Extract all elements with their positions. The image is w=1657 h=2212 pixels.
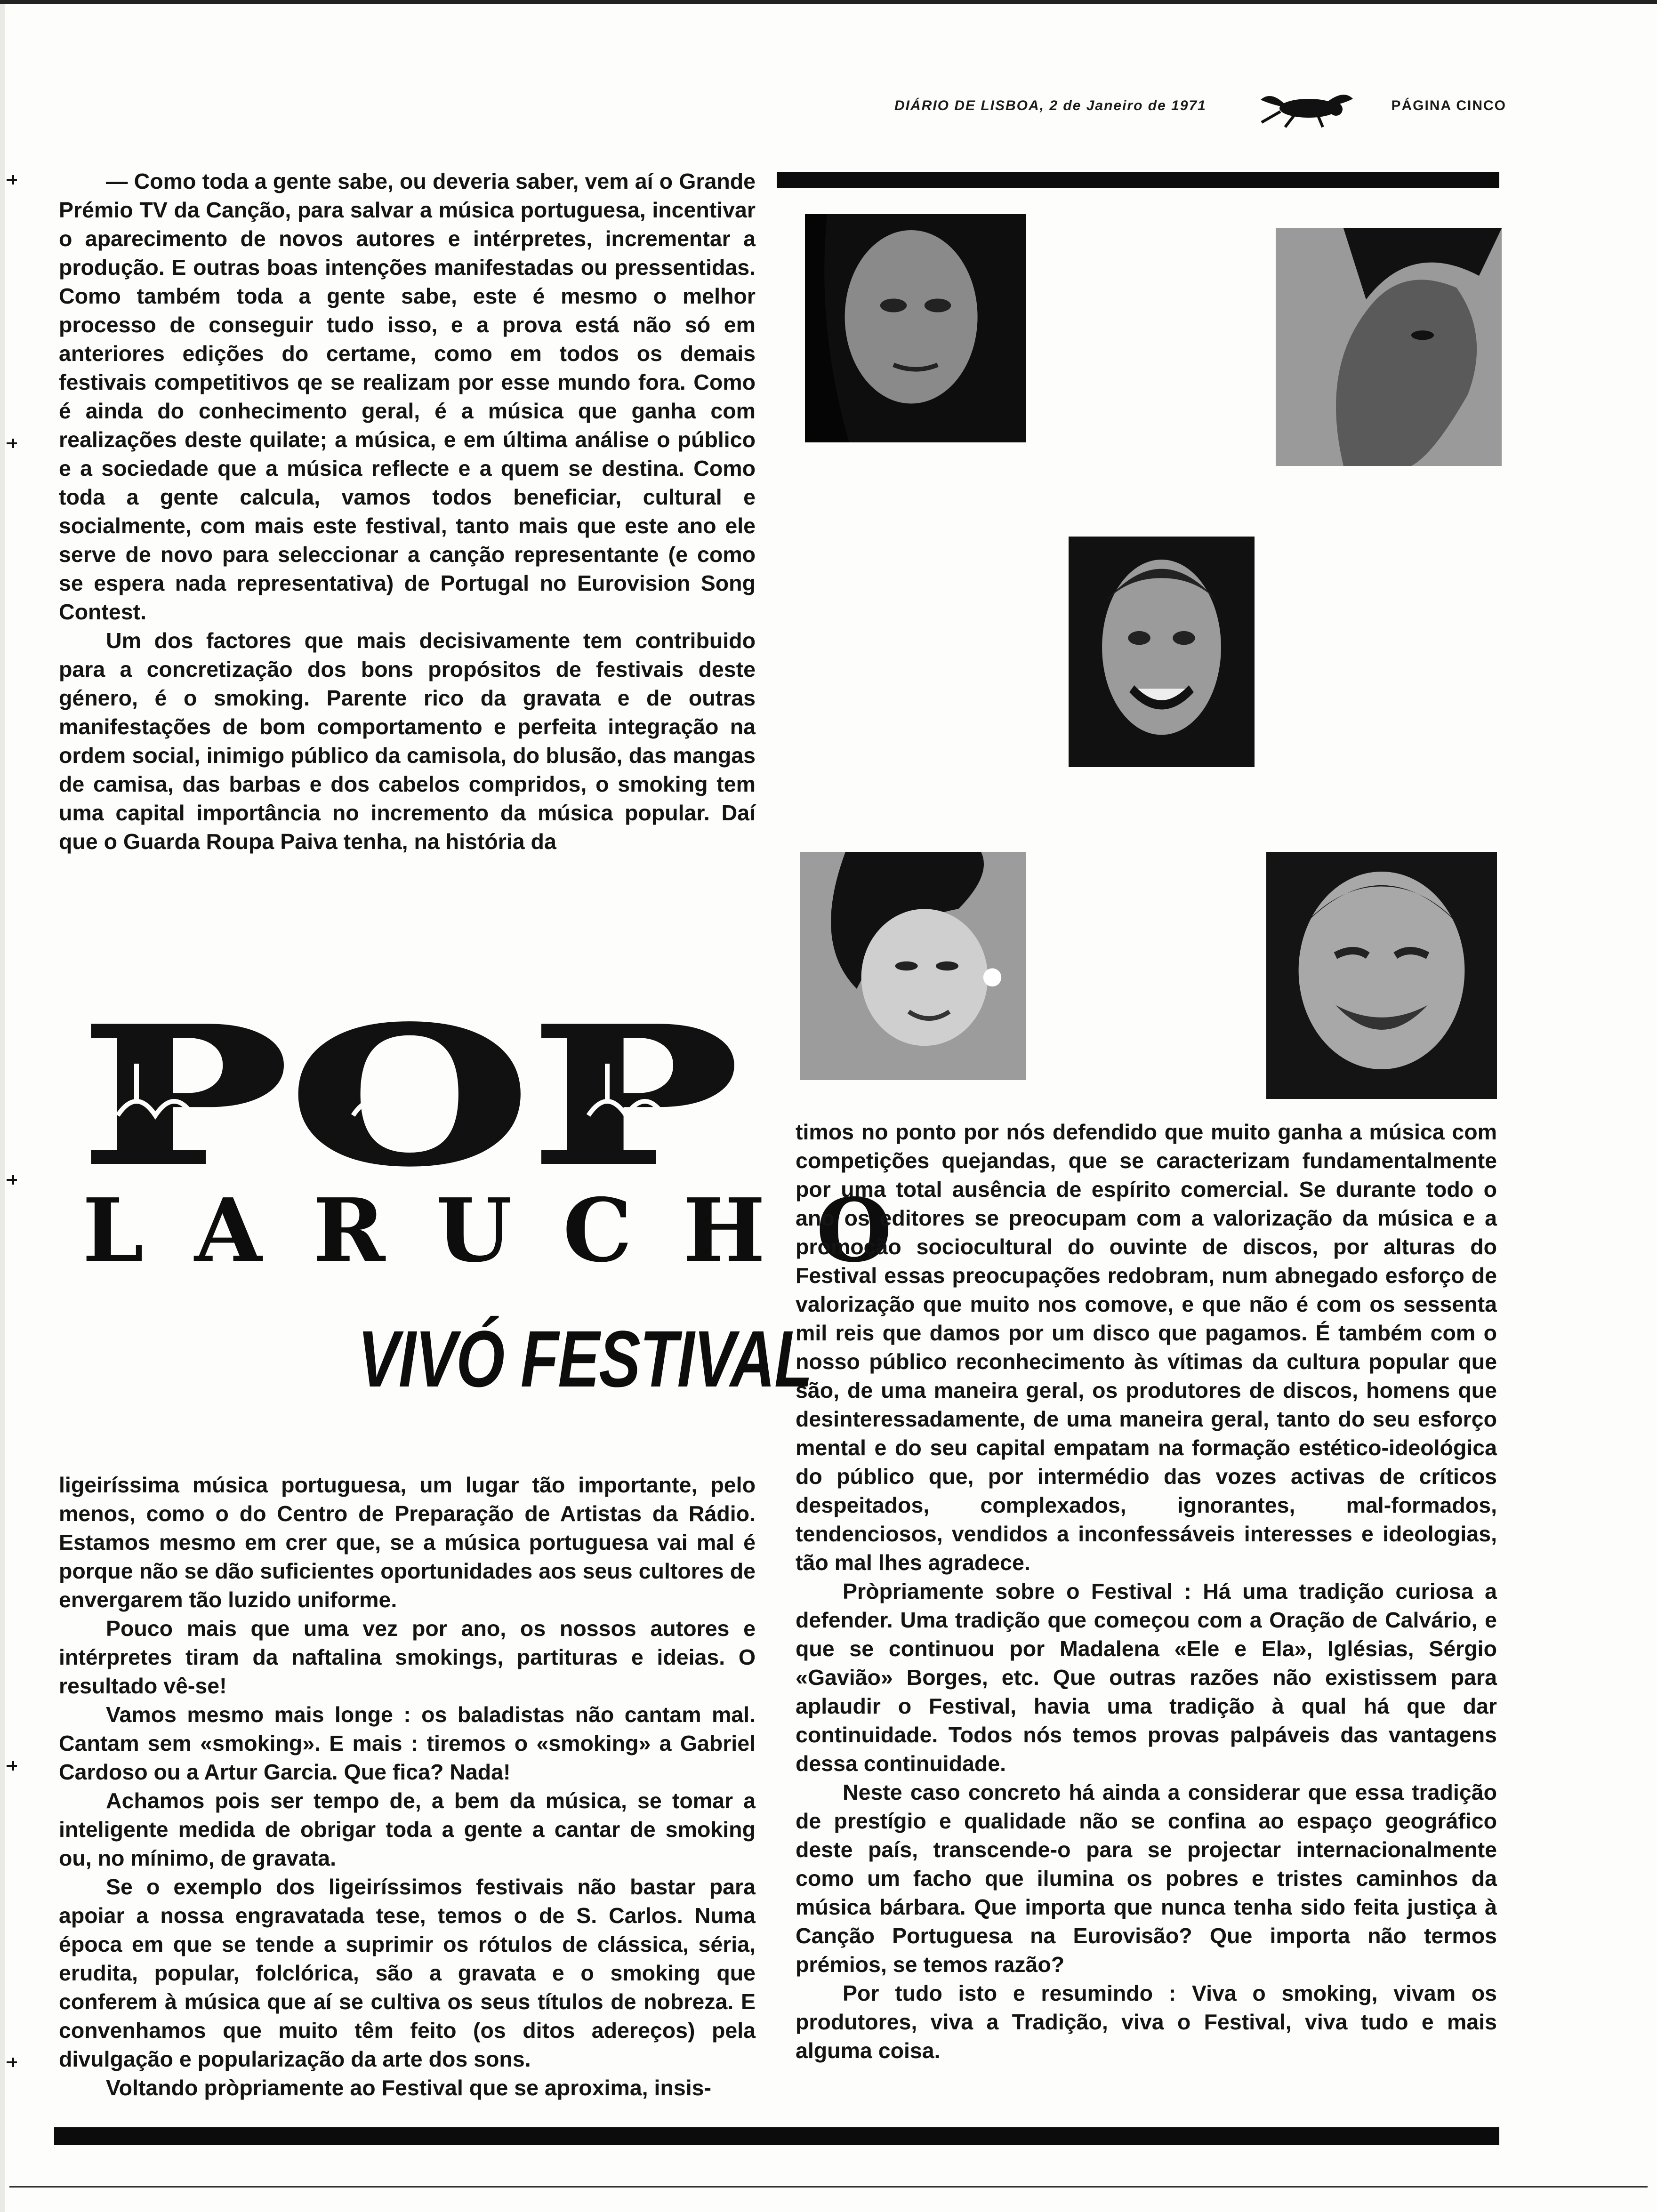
article-column-left-top (59, 167, 756, 856)
photo-smiling-man (1069, 537, 1255, 767)
paragraph: Se o exemplo dos ligeiríssimos festivais não bastar para apoiar a nossa engravatada tese, temos o de S. Carlos. Numa época em que se tende a suprimir os rótulos de clássica, séria, erudita, popular, folclórica, são a gravata e o smoking que conferem à música que aí se cultiva os seus títulos de nobreza. E convenhamos que muito têm feito (os ditos adereços) pela divulgação e popularização da arte dos sons. (59, 1875, 756, 2071)
pop-title-text: POP (80, 993, 739, 1191)
paragraph: Por tudo isto e resumindo : Viva o smoking, vivam os produtores, viva a Tradição, viva o Festival, viva tudo e mais alguma coisa. (796, 1981, 1497, 2063)
paragraph: Um dos factores que mais decisivamente tem contribuido para a concretização dos bons propósitos de festivais deste género, é o smoking. Parente rico da gravata e de outras manifestações de bom comportamento e perfeita integração na ordem social, inimigo público da camisola, do blusão, das mangas de camisa, das barbas e dos cabelos compridos, o smoking tem uma capital importância no incremento da música popular. Daí que o Guarda Roupa Paiva tenha, na história da (59, 628, 756, 854)
bottom-rule (54, 2127, 1499, 2145)
margin-mark-icon (7, 1760, 17, 1771)
margin-mark-icon (7, 2057, 17, 2068)
paragraph: — Como toda a gente sabe, ou deveria saber, vem aí o Grande Prémio TV da Canção, para salvar a música portuguesa, incentivar o aparecimento de novos autores e intérpretes, incrementar a produção. E outras boas intenções manifestadas ou pressentidas. Como também toda a gente sabe, este é mesmo o melhor processo de conseguir tudo isso, e a prova está não só em anteriores edições do certame, como em todos os demais festivais competitivos qe se realizam por esse mundo fora. Como é ainda do conhecimento geral, é a música que ganha com realizações deste quilate; a música, e em última análise o público e a sociedade que a música reflecte e a quem se destina. Como toda a gente calcula, vamos todos beneficiar, cultural e socialmente, com mais este festival, tanto mais que este ano ele serve de novo para seleccionar a canção representante (e como se espera nada representativa) de Portugal no Eurovision Song Contest. (59, 169, 756, 624)
page-top-edge (0, 0, 1657, 4)
margin-mark-icon (7, 1174, 17, 1186)
photo-laughing-man (1266, 852, 1497, 1099)
paragraph: timos no ponto por nós defendido que muito ganha a música com competições quejandas, que se caracterizam fundamentalmente por uma total ausência de espírito comercial. Se durante todo o ano os editores se preocupam com a valorização da música e a promoção sociocultural do ouvinte de discos, por alturas do Festival essas preocupações redobram, num abnegado esforço de valorização que muito nos comove, e que não é com os sessenta mil reis que damos por um disco que pagamos. É também com o nosso público reconhecimento às vítimas da cultura popular que são, de uma maneira geral, os produtores de discos, homens que desinteressadamente, de uma maneira geral, tanto do seu esforço mental e do seu capital empatam na formação estético-ideológica do público que, por intermédio das vozes activas de críticos despeitados, complexados, ignorantes, mal-formados, tendenciosos, vendidos a inconfessáveis interesses e ideologias, tão mal lhes agradece. (796, 1120, 1497, 1575)
page-left-edge (0, 0, 5, 2212)
header-date-line: DIÁRIO DE LISBOA, 2 de Janeiro de 1971 (894, 98, 1207, 113)
pop-title (61, 993, 758, 1191)
margin-mark-icon (7, 438, 17, 449)
paragraph: Neste caso concreto há ainda a considerar que essa tradição de prestígio e qualidade não se confina ao espaço geográfico deste país, transcende-o para se projectar internacionalmente como um facho que ilumina os pobres e tristes caminhos da música bárbara. Que importa que nunca tenha sido feita justiça à Canção Portuguesa na Eurovisão? Que importa não termos prémios, se temos razão? (796, 1780, 1497, 1977)
article-column-left-bottom (59, 1471, 756, 2102)
paragraph: ligeiríssima música portuguesa, um lugar tão importante, pelo menos, como o do Centro de Preparação de Artistas da Rádio. Estamos mesmo em crer que, se a música portuguesa vai mal é porque não se dão suficientes oportunidades aos seus cultores de envergarem tão luzido uniforme. (59, 1473, 756, 1612)
photo-man-profile (1276, 228, 1502, 466)
photo-woman-portrait (805, 214, 1026, 442)
paragraph: Achamos pois ser tempo de, a bem da música, se tomar a inteligente medida de obrigar toda a gente a cantar de smoking ou, no mínimo, de gravata. (59, 1788, 756, 1870)
vivo-festival-heading: VIVÓ FESTIVAL (358, 1314, 812, 1404)
article-column-right (796, 1118, 1497, 2065)
header-page-label: PÁGINA CINCO (1391, 98, 1506, 113)
top-rule (777, 172, 1499, 188)
paragraph: Vamos mesmo mais longe : os baladistas não cantam mal. Cantam sem «smoking». E mais : tiremos o «smoking» a Gabriel Cardoso ou a Artur Garcia. Que fica? Nada! (59, 1702, 756, 1784)
paragraph: Pròpriamente sobre o Festival : Há uma tradição curiosa a defender. Uma tradição que começou com a Oração de Calvário, e que se continuou por Madalena «Ele e Ela», Iglésias, Sérgio «Gavião» Borges, etc. Que outras razões não existissem para aplaudir o Festival, havia uma tradição à qual há que dar continuidade. Todos nós temos provas palpáveis das vantagens dessa continuidade. (796, 1579, 1497, 1776)
page-header (894, 94, 1506, 122)
larucho-heading: LARUCHO (82, 1179, 943, 1282)
paragraph: Voltando pròpriamente ao Festival que se aproxima, insis- (106, 2076, 711, 2100)
paragraph: Pouco mais que uma vez por ano, os nossos autores e intérpretes tiram da naftalina smokings, partituras e ideias. O resultado vê-se! (59, 1616, 756, 1698)
page-bottom-line (9, 2186, 1648, 2188)
photo-woman-earrings (800, 852, 1026, 1080)
fly-icon (1252, 86, 1356, 128)
margin-mark-icon (7, 174, 17, 185)
